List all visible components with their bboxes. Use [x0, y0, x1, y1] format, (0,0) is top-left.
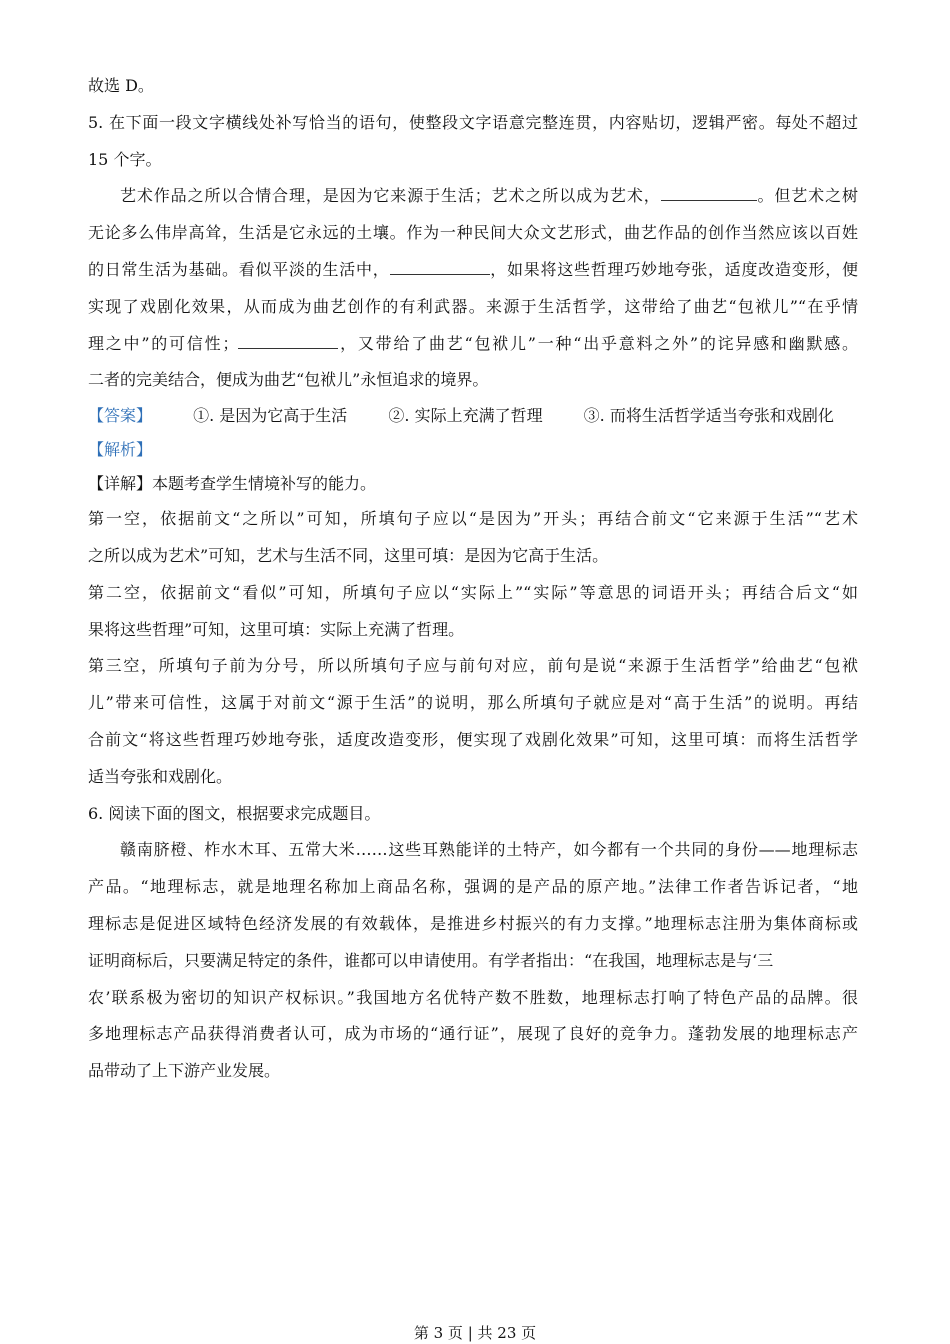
passage-text: 的日常生活为基础。看似平淡的生活中， [88, 259, 390, 279]
detail-line: 【详解】本题考查学生情境补写的能力。 [88, 474, 377, 494]
detail-line: 适当夸张和戏剧化。 [88, 766, 233, 786]
previous-answer-conclusion: 故选 D。 [88, 76, 154, 95]
detail-line: 第一空，依据前文“之所以”可知，所填句子应以“是因为”开头；再结合前文“它来源于生活”“艺术 [88, 509, 858, 529]
q5-stem-line: 5. 在下面一段文字横线处补写恰当的语句，使整段文字语意完整连贯，内容贴切，逻辑严密。每处不超过 [88, 112, 858, 132]
fill-blank-2 [390, 260, 490, 275]
detail-line: 儿”带来可信性，这属于对前文“源于生活”的说明，那么所填句子就应是对“高于生活”的说明。再结 [88, 693, 858, 713]
q5-passage-line: 无论多么伟岸高耸，生活是它永远的土壤。作为一种民间大众文艺形式，曲艺作品的创作当然应该以百姓 [88, 223, 858, 243]
fill-blank-1 [661, 186, 757, 201]
answer-item: ③. 而将生活哲学适当夸张和戏剧化 [583, 406, 834, 426]
q6-passage-line: 多地理标志产品获得消费者认可，成为市场的“通行证”，展现了良好的竞争力。蓬勃发展的地理标志产 [88, 1024, 858, 1044]
analysis-label: 【解析】 [88, 440, 153, 460]
q6-passage-line: 农’联系极为密切的知识产权标识。”我国地方名优特产数不胜数，地理标志打响了特色产品的品牌。很 [88, 987, 858, 1007]
passage-text: ，如果将这些哲理巧妙地夸张，适度改造变形，便 [489, 259, 858, 279]
q6-passage-line: 理标志是促进区域特色经济发展的有效载体，是推进乡村振兴的有力支撑。”地理标志注册为集体商标或 [88, 913, 858, 933]
q6-passage-line: 证明商标后，只要满足特定的条件，谁都可以申请使用。有学者指出：“在我国，地理标志是与‘三 [88, 950, 774, 970]
q5-passage-line: 实现了戏剧化效果，从而成为曲艺创作的有利武器。来源于生活哲学，这带给了曲艺“包袱儿”“在乎情 [88, 296, 858, 316]
q6-stem: 6. 阅读下面的图文，根据要求完成题目。 [88, 803, 381, 823]
answer-row [88, 399, 858, 433]
q5-passage-line [88, 252, 858, 289]
q6-passage-line: 产品。“地理标志，就是地理名称加上商品名称，强调的是产品的原产地。”法律工作者告诉记者，“地 [88, 877, 858, 897]
detail-line: 第二空，依据前文“看似”可知，所填句子应以“实际上”“实际”等意思的词语开头；再结合后文“如 [88, 582, 858, 602]
q5-passage-line [88, 178, 858, 215]
answer-label: 【答案】 [88, 406, 153, 426]
passage-text: ，又带给了曲艺“包袱儿”一种“出乎意料之外”的诧异感和幽默感。 [338, 333, 858, 353]
q6-passage-line: 品带动了上下游产业发展。 [88, 1061, 281, 1081]
detail-line: 合前文“将这些哲理巧妙地夸张，适度改造变形，便实现了戏剧化效果”可知，这里可填：而将生活哲学 [88, 729, 858, 749]
fill-blank-3 [238, 334, 338, 349]
document-page [88, 68, 858, 1090]
q5-stem-line: 15 个字。 [88, 149, 162, 169]
answer-item: ②. 实际上充满了哲理 [388, 406, 543, 426]
page-footer: 第 3 页 | 共 23 页 [413, 1324, 537, 1342]
answer-item: ①. 是因为它高于生活 [193, 406, 348, 426]
passage-text: 艺术作品之所以合情合理，是因为它来源于生活；艺术之所以成为艺术， [120, 186, 661, 206]
passage-text: 。但艺术之树 [756, 186, 858, 206]
detail-line: 之所以成为艺术”可知，艺术与生活不同，这里可填：是因为它高于生活。 [88, 545, 609, 565]
detail-line: 第三空，所填句子前为分号，所以所填句子应与前句对应，前句是说“来源于生活哲学”给曲艺“包袱 [88, 656, 858, 676]
q6-passage-line: 赣南脐橙、柞水木耳、五常大米……这些耳熟能详的土特产，如今都有一个共同的身份——地理标志 [120, 840, 858, 860]
passage-text: 理之中”的可信性； [88, 333, 239, 353]
detail-line: 果将这些哲理”可知，这里可填：实际上充满了哲理。 [88, 619, 465, 639]
q5-passage-line: 二者的完美结合，便成为曲艺“包袱儿”永恒追求的境界。 [88, 370, 489, 390]
q5-passage-line [88, 326, 858, 363]
